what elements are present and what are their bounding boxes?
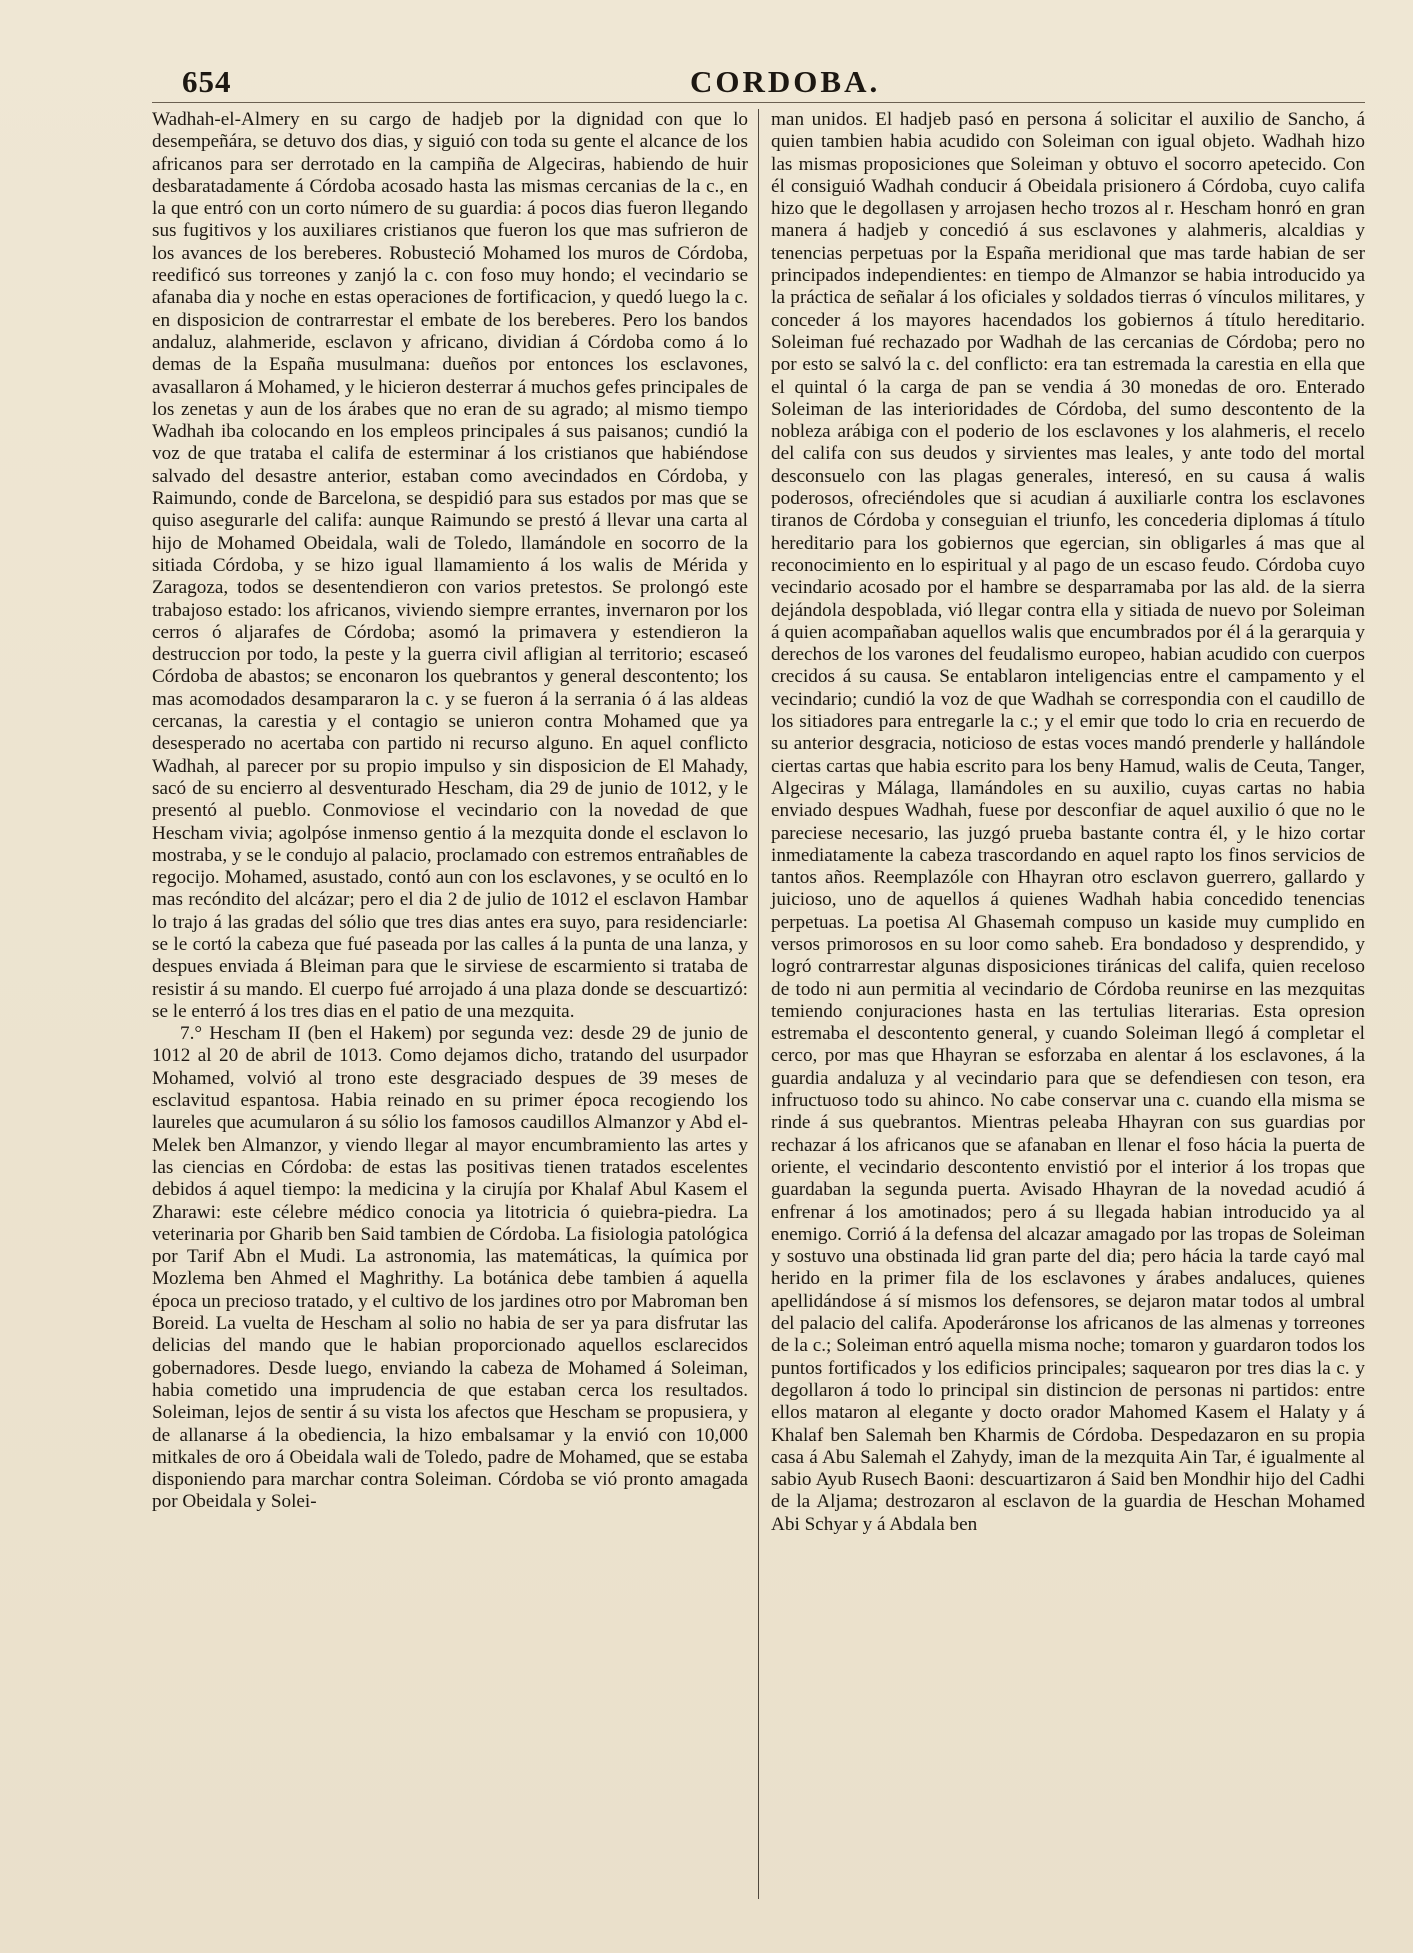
page-header bbox=[152, 62, 1365, 103]
page-number: 654 bbox=[182, 64, 232, 99]
right-paragraph: man unidos. El hadjeb pasó en persona á solicitar el auxilio de Sancho, á quien tambien habia acudido con Soleiman con igual objeto. Wadhah hizo las mismas proposiciones que Soleiman y obtuvo el socorro apetecido. Con él consiguió Wadhah conducir á Obeidala prisionero á Córdoba, cuyo califa hizo que le degollasen y arrojasen hecho trozos al r. Hescham honró en gran manera á hadjeb y concedió á sus esclavones y alahmeris, alcaldias y tenencias perpetuas por la España meridional que mas tarde habian de ser principados independientes: en tiempo de Almanzor se habia introducido ya la práctica de señalar á los oficiales y soldados tierras ó vínculos militares, y conceder á los mayores hacendados los gobiernos á título hereditario. Soleiman fué rechazado por Wadhah de las cercanias de Córdoba; pero no por esto se salvó la c. del conflicto: era tan estremada la carestia en ella que el quintal ó la carga de pan se vendia á 30 monedas de oro. Enterado Soleiman de las interioridades de Córdoba, del sumo descontento de la nobleza arábiga con el poderio de los esclavones y los alahmeris, el recelo del califa con sus deudos y sirvientes mas leales, y ante todo del mortal desconsuelo con las plagas generales, interesó, en su causa á walis poderosos, ofreciéndoles que si acudian á auxiliarle contra los esclavones tiranos de Córdoba y conseguian el triunfo, les concederia diplomas á título hereditario para los gobiernos que egercian, sin obligarles á mas que al reconocimiento en lo espiritual y al pago de un escaso feudo. Córdoba cuyo vecindario acosado por el hambre se desparramaba por las ald. de la sierra dejándola despoblada, vió llegar contra ella y sitiada de nuevo por Soleiman á quien acompañaban aquellos walis que encumbrados por él á la gerarquia y derechos de los varones del feudalismo europeo, habian acudido con cuerpos crecidos á su causa. Se entablaron inteligencias entre el campamento y el vecindario; cundió la voz de que Wadhah se correspondia con el caudillo de los sitiadores para entregarle la c.; y el emir que todo lo cria en recuerdo de su anterior desgracia, noticioso de estas voces mandó prenderle y hallándole ciertas cartas que habia escrito para los beny Hamud, walis de Ceuta, Tanger, Algeciras y Málaga, llamándoles en su auxilio, cuyas cartas no habia enviado despues Wadhah, fuese por desconfiar de aquel auxilio ó que no le pareciese necesario, las juzgó prueba bastante contra él, y le hizo cortar inmediatamente la cabeza trascordando en aquel rapto los finos servicios de tantos años. Reemplazóle con Hhayran otro esclavon guerrero, gallardo y juicioso, uno de aquellos á quienes Wadhah habia concedido tenencias perpetuas. La poetisa Al Ghasemah compuso un kaside muy cumplido en versos primorosos en su loor como saheb. Era bondadoso y desprendido, y logró contrarrestar algunas disposiciones tiránicas del califa, quien receloso de todo ni aun permitia al vecindario de Córdoba reunirse en las mezquitas temiendo conjuraciones hasta en las tertulias literarias. Esta opresion estremaba el descontento general, y cuando Soleiman llegó á completar el cerco, por mas que Hhayran se esforzaba en alentar á los esclavones, á la guardia andaluza y al vecindario para que se defendiesen con teson, era infructuoso todo su ahinco. No cabe conservar una c. cuando ella misma se rinde á sus quebrantos. Mientras peleaba Hhayran con sus guardias por rechazar á los africanos que se afanaban en llenar el foso hácia la puerta de oriente, el vecindario descontento envistió por el interior á los tropas que guardaban la segunda puerta. Avisado Hhayran de la novedad acudió á enfrenar á los amotinados; pero á su llegada habian introducido ya al enemigo. Corrió á la defensa del alcazar amagado por las tropas de Soleiman y sostuvo una obstinada lid gran parte del dia; pero hácia la tarde cayó mal herido en la primer fila de los esclavones y árabes andaluces, quienes apellidándose á sí mismos los defensores, se dejaron matar todos al umbral del palacio del califa. Apoderáronse los africanos de las almenas y torreones de la c.; Soleiman entró aquella misma noche; tomaron y guardaron todos los puntos fortificados y los edificios principales; saquearon por tres dias la c. y degollaron á todo lo principal sin distincion de personas ni partidos: entre ellos mataron al elegante y docto orador Mahomed Kasem el Halaty y á Khalaf ben Salemah ben Kharmis de Córdoba. Despedazaron en su propia casa á Abu Salemah el Zahydy, iman de la mezquita Ain Tar, é igualmente al sabio Ayub Rusech Baoni: descuartizaron á Said ben Mondhir hijo del Cadhi de la Aljama; destrozaron al esclavon de la guardia de Heschan Mohamed Abi Schyar y á Abdala ben bbox=[771, 109, 1365, 1535]
two-column-text bbox=[152, 109, 1365, 1899]
left-column bbox=[152, 109, 754, 1899]
left-paragraph: 7.° Hescham II (ben el Hakem) por segunda vez: desde 29 de junio de 1012 al 20 de abril de 1013. Como dejamos dicho, tratando del usurpador Mohamed, volvió al trono este desgraciado despues de 39 meses de esclavitud espantosa. Habia reinado en su primer época recogiendo los laureles que acumularon á su sólio los famosos caudillos Almanzor y Abd el-Melek ben Almanzor, y viendo llegar al mayor encumbramiento las artes y las ciencias en Córdoba: de estas las positivas tienen tratados escelentes debidos á aquel tiempo: la medicina y la cirujía por Khalaf Abul Kasem el Zharawi: este célebre médico conocia ya litotricia ó quiebra-piedra. La veterinaria por Gharib ben Said tambien de Córdoba. La fisiologia patológica por Tarif Abn el Mudi. La astronomia, las matemáticas, la química por Mozlema ben Ahmed el Maghrithy. La botánica debe tambien á aquella época un precioso tratado, y el cultivo de los jardines otro por Mabroman ben Boreid. La vuelta de Hescham al solio no habia de ser ya para disfrutar las delicias del mando que le habian proporcionado aquellos esclarecidos gobernadores. Desde luego, enviando la cabeza de Mohamed á Soleiman, habia cometido una imprudencia de que estaban cerca los resultados. Soleiman, lejos de sentir á su vista los afectos que Hescham se propusiera, y de allanarse á la obediencia, la hizo embalsamar y la envió con 10,000 mitkales de oro á Obeidala wali de Toledo, padre de Mohamed, que se estaba disponiendo para marchar contra Soleiman. Córdoba se vió pronto amagada por Obeidala y Solei- bbox=[152, 1023, 748, 1513]
column-divider bbox=[758, 109, 759, 1899]
running-head: CORDOBA. bbox=[690, 64, 881, 99]
right-column bbox=[763, 109, 1365, 1899]
left-paragraph: Wadhah-el-Almery en su cargo de hadjeb por la dignidad con que lo desempeñára, se detuvo dos dias, y siguió con toda su gente el alcance de los africanos para ser derrotado en la campiña de Algeciras, habiendo de huir desbaratadamente á Córdoba acosado hasta las mismas cercanias de la c., en la que entró con un corto número de su guardia: á pocos dias fueron llegando sus fugitivos y los auxiliares cristianos que fueron los que mas sufrieron de los avances de los bereberes. Robusteció Mohamed los muros de Córdoba, reedificó sus torreones y zanjó la c. con foso muy hondo; el vecindario se afanaba dia y noche en estas operaciones de fortificacion, y quedó luego la c. en disposicion de contrarrestar el embate de los bereberes. Pero los bandos andaluz, alahmeride, esclavon y africano, dividian á Córdoba como á lo demas de la España musulmana: dueños por entonces los esclavones, avasallaron á Mohamed, y le hicieron desterrar á muchos gefes principales de los zenetas y aun de los árabes que no eran de su agrado; al mismo tiempo Wadhah iba colocando en los empleos principales á sus paisanos; cundió la voz de que trataba el califa de esterminar á los cristianos que habiéndose salvado del desastre anterior, estaban como avecindados en Córdoba, y Raimundo, conde de Barcelona, se despidió para sus estados por mas que se quiso asegurarle del califa: aunque Raimundo se prestó á llevar una carta al hijo de Mohamed Obeidala, wali de Toledo, llamándole en socorro de la sitiada Córdoba, y se hizo igual llamamiento á los walis de Mérida y Zaragoza, todos se desentendieron con varios pretestos. Se prolongó este trabajoso estado: los africanos, viviendo siempre errantes, invernaron por los cerros ó aljarafes de Córdoba; asomó la primavera y estendieron la destruccion por todo, la peste y la guerra civil afligian al territorio; escaseó Córdoba de abastos; se enconaron los quebrantos y general descontento; los mas acomodados desampararon la c. y se fueron á la serrania ó á las aldeas cercanas, la carestia y el contagio se unieron contra Mohamed que ya desesperado no acertaba con partido ni recurso alguno. En aquel conflicto Wadhah, al parecer por su propio impulso y sin disposicion de El Mahady, sacó de su encierro al desventurado Hescham, dia 29 de junio de 1012, y le presentó al pueblo. Conmoviose el vecindario con la novedad de que Hescham vivia; agolpóse inmenso gentio á la mezquita donde el esclavon lo mostraba, y se le condujo al palacio, proclamado con estremos entrañables de regocijo. Mohamed, asustado, contó aun con los esclavones, y se ocultó en lo mas recóndito del alcázar; pero el dia 2 de julio de 1012 el esclavon Hambar lo trajo á las gradas del sólio que tres dias antes era suyo, para residenciarle: se le cortó la cabeza que fué paseada por las calles á la punta de una lanza, y despues enviada á Bleiman para que le sirviese de escarmiento si trataba de resistir á su mando. El cuerpo fué arrojado á una plaza donde se descuartizó: se le enterró á los tres dias en el patio de una mezquita. bbox=[152, 109, 748, 1022]
